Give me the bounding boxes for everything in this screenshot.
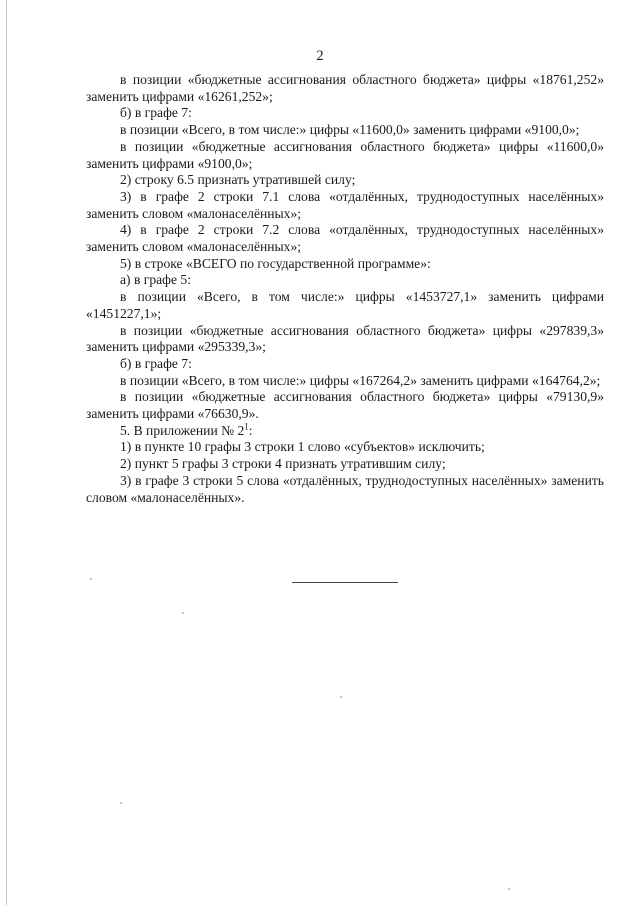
closing-rule [292,582,398,583]
scan-speck [182,612,184,614]
scan-speck [508,888,510,890]
appendix-heading-text: 5. В приложении № 2 [120,422,245,438]
paragraph-7: 4) в графе 2 строки 7.2 слова «отдалённых, труднодоступных населённых» заменить словом «малонаселённых»; [86,222,604,255]
appendix-heading-suffix: : [248,422,253,438]
scan-speck [90,578,92,580]
paragraph-2: б) в графе 7: [120,105,192,121]
paragraph-10: в позиции «Всего, в том числе:» цифры «1453727,1» заменить цифрами «1451227,1»; [86,289,604,321]
paragraph-8: 5) в строке «ВСЕГО по государственной программе»: [120,255,431,271]
paragraph-4: в позиции «бюджетные ассигнования областного бюджета» цифры «11600,0» заменить цифрами «9100,0»; [86,138,604,171]
paragraph-15: 1) в пункте 10 графы 3 строки 1 слово «субъектов» исключить; [120,439,485,455]
document-body [86,72,604,506]
paragraph-17: 3) в графе 3 строки 5 слова «отдалённых, труднодоступных населённых» заменить словом «малонаселённых». [86,472,604,505]
appendix-superscript: 1 [244,421,249,432]
paragraph-13: в позиции «Всего, в том числе:» цифры «167264,2» заменить цифрами «164764,2»; [120,372,601,388]
paragraph-5: 2) строку 6.5 признать утратившей силу; [120,172,356,188]
scan-speck [340,696,342,698]
paragraph-14: в позиции «бюджетные ассигнования областного бюджета» цифры «79130,9» заменить цифрами «76630,9». [86,389,604,422]
scan-edge-line [6,0,7,905]
paragraph-16: 2) пункт 5 графы 3 строки 4 признать утратившим силу; [120,456,446,472]
paragraph-9: а) в графе 5: [120,272,191,288]
paragraph-3: в позиции «Всего, в том числе:» цифры «11600,0» заменить цифрами «9100,0»; [120,122,580,138]
paragraph-12: б) в графе 7: [120,355,192,371]
page-number: 2 [316,48,324,64]
appendix-heading [86,423,604,440]
paragraph-1: в позиции «бюджетные ассигнования областного бюджета» цифры «18761,252» заменить цифрами «16261,252»; [86,72,604,104]
paragraph-11: в позиции «бюджетные ассигнования областного бюджета» цифры «297839,3» заменить цифрами «295339,3»; [86,322,604,355]
paragraph-6: 3) в графе 2 строки 7.1 слова «отдалённых, труднодоступных населённых» заменить словом «малонаселённых»; [86,188,604,221]
scan-speck [120,802,122,804]
